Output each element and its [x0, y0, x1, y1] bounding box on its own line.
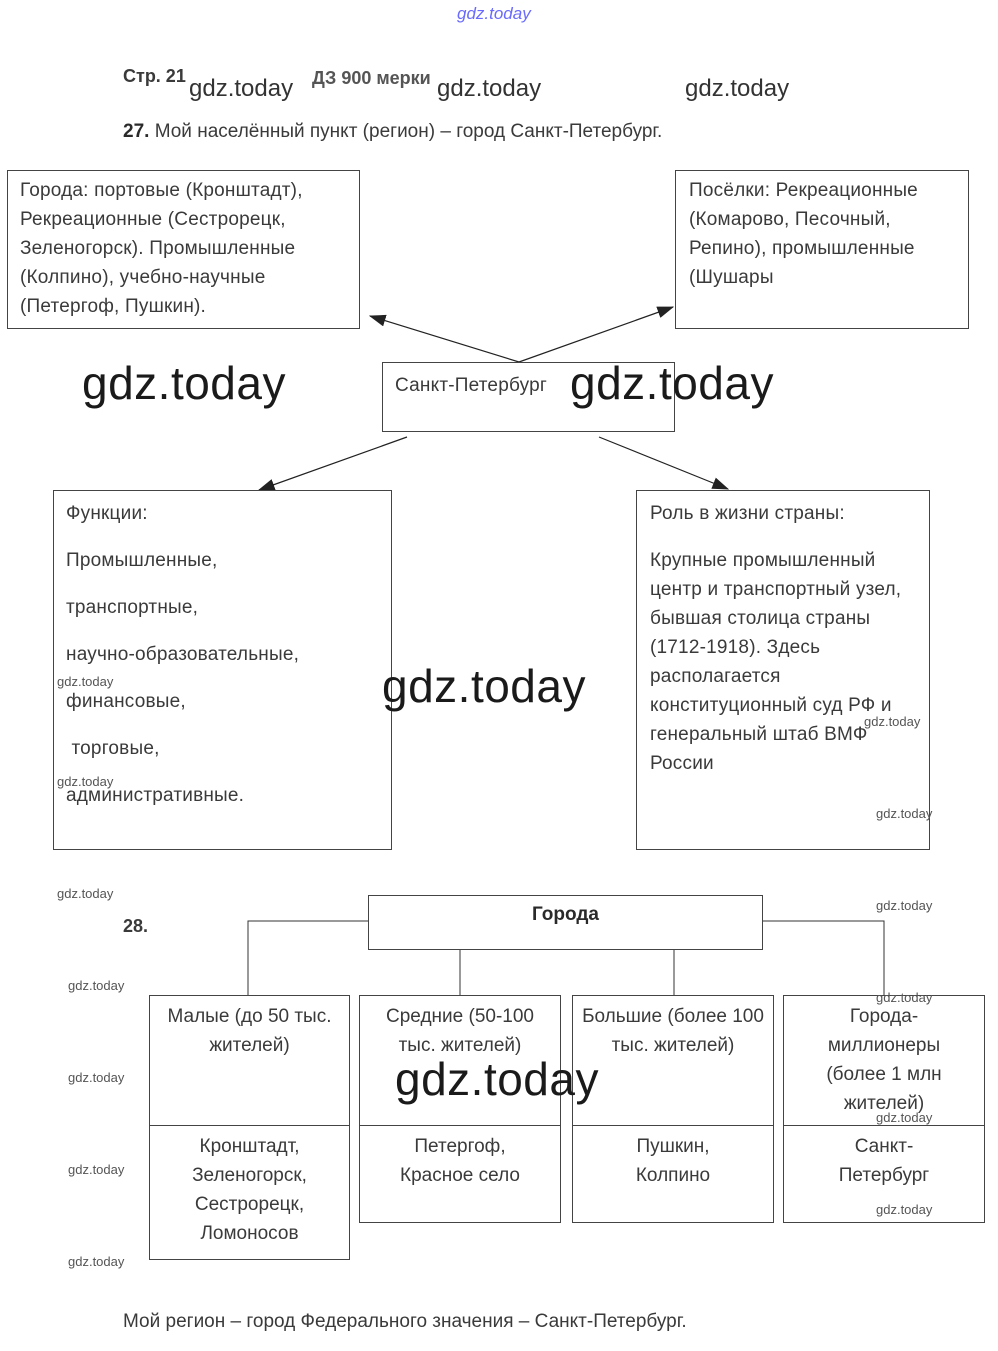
page-label-overlap: ДЗ 900 мерки [312, 68, 431, 88]
watermark-big-left: gdz.today [82, 357, 286, 409]
column-header-small: Малые (до 50 тыс. жителей) [149, 995, 350, 1126]
watermark-small: gdz.today [68, 1070, 125, 1085]
function-item: Промышленные, [66, 550, 218, 571]
column-header-large: Большие (более 100 тыс. жителей) [572, 995, 774, 1126]
watermark-small: gdz.today [876, 806, 933, 821]
watermark-header-2: gdz.today [437, 75, 542, 102]
watermark-small: gdz.today [876, 1110, 933, 1125]
arrow-to-functions [259, 437, 407, 490]
page-label: Стр. 21 [123, 66, 186, 86]
column-header-millionaire: Города-миллионеры (более 1 млн жителей) [783, 995, 985, 1126]
task27-text: Мой населённый пункт (регион) – город Санкт-Петербург. [154, 121, 663, 142]
cities-large: Пушкин, Колпино [572, 1125, 774, 1223]
watermark-header-1: gdz.today [189, 75, 294, 102]
functions-box [53, 490, 392, 850]
role-box [636, 490, 933, 850]
root-label: Города [531, 904, 600, 925]
watermark-small: gdz.today [68, 1254, 125, 1269]
function-item: научно-образовательные, [66, 644, 300, 665]
watermark-header-3: gdz.today [685, 75, 790, 102]
arrow-to-cities [370, 316, 519, 362]
role-title: Роль в жизни страны: [650, 503, 845, 524]
functions-title: Функции: [66, 503, 148, 524]
tree-left-branch [248, 921, 368, 995]
root-box [368, 895, 763, 950]
watermark-big-center: gdz.today [382, 660, 586, 712]
cities-millionaire: Санкт-Петербург [783, 1125, 985, 1223]
arrow-to-settlements [519, 307, 673, 362]
column-header-medium: Средние (50-100 тыс. жителей) [359, 995, 561, 1126]
watermark-small: gdz.today [876, 1202, 933, 1217]
top-watermark: gdz.today [457, 4, 531, 23]
cities-medium: Петергоф, Красное село [359, 1125, 561, 1223]
arrow-to-role [599, 437, 728, 489]
watermark-small: gdz.today [57, 774, 114, 789]
function-item: торговые, [66, 738, 160, 759]
function-item: административные. [66, 785, 245, 806]
watermark-small: gdz.today [68, 978, 125, 993]
watermark-small: gdz.today [57, 886, 114, 901]
function-item: транспортные, [66, 597, 199, 618]
watermark-small: gdz.today [864, 714, 921, 729]
watermark-small: gdz.today [876, 990, 933, 1005]
watermark-small: gdz.today [57, 674, 114, 689]
settlements-box: Посёлки: Рекреационные (Комарово, Песочный, Репино), промышленные (Шушары [675, 170, 969, 329]
role-text: Крупные промышленный центр и транспортный узел, бывшая столица страны (1712-1918). Здесь располагается конституционный суд РФ и генеральный штаб ВМФ России [650, 550, 902, 774]
cities-small: Кронштадт, Зеленогорск, Сестрорецк, Ломоносов [149, 1125, 350, 1260]
tree-right-branch [762, 921, 884, 995]
watermark-small: gdz.today [68, 1162, 125, 1177]
cities-box: Города: портовые (Кронштадт), Рекреационные (Сестрорецк, Зеленогорск). Промышленные (Колпино), учебно-научные (Петергоф, Пушкин). [7, 170, 360, 329]
footer-text: Мой регион – город Федерального значения – Санкт-Петербург. [123, 1311, 687, 1332]
task28-heading: 28. [123, 916, 149, 936]
watermark-small: gdz.today [876, 898, 933, 913]
function-item: финансовые, [66, 691, 186, 712]
watermark-big-right: gdz.today [570, 357, 774, 409]
task27-number: 27. [123, 121, 150, 142]
center-label: Санкт-Петербург [395, 375, 548, 396]
watermark-big-bottom: gdz.today [395, 1053, 599, 1105]
